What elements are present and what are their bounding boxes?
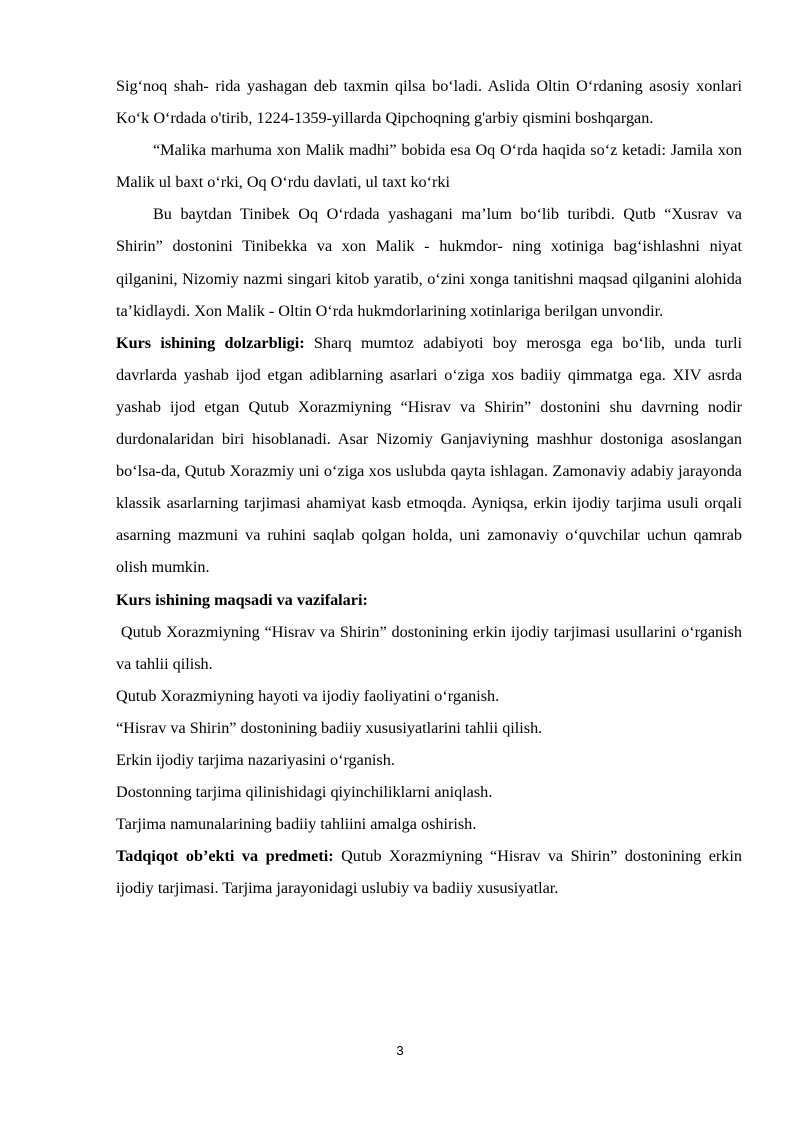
paragraph-intro: Sig‘noq shah- rida yashagan deb taxmin qilsa bo‘ladi. Aslida Oltin O‘rdaning asosiy xonlari Ko‘k O‘rdada o'tirib, 1224-1359-yillarda Qipchoqning g'arbiy qismini boshqargan. xyxy=(116,77,742,128)
goal-item: Qutub Xorazmiyning hayoti va ijodiy faoliyatini o‘rganish. xyxy=(116,686,500,705)
goal-item: Dostonning tarjima qilinishidagi qiyinchiliklarni aniqlash. xyxy=(116,783,493,802)
page-number: 3 xyxy=(396,1043,404,1058)
relevance-section xyxy=(116,327,742,584)
object-section xyxy=(116,840,742,904)
page-content xyxy=(116,70,747,904)
goal-item: Tarjima namunalarining badiiy tahliini amalga oshirish. xyxy=(116,815,477,834)
relevance-text: Sharq mumtoz adabiyoti boy merosga ega bo‘lib, unda turli davrlarda yashab ijod etgan adiblarning asarlari o‘ziga xos badiiy qimmatga ega. XIV asrda yashab ijod etgan Qutub Xorazmiyning “Hisrav va Shirin” dostonini shu davrning nodir durdonalaridan biri hisoblanadi. Asar Nizomiy Ganjaviyning mashhur dostoniga asoslangan bo‘lsa-da, Qutub Xorazmiy uni o‘ziga xos uslubda qayta ishlagan. Zamonaviy adabiy jarayonda klassik asarlarning tarjimasi ahamiyat kasb etmoqda. Ayniqsa, erkin ijodiy tarjima usuli orqali asarning mazmuni va ruhini saqlab qolgan holda, uni zamonaviy o‘quvchilar uchun qamrab olish mumkin. xyxy=(116,333,742,577)
goal-item: Erkin ijodiy tarjima nazariyasini o‘rganish. xyxy=(116,750,395,769)
goals-heading: Kurs ishining maqsadi va vazifalari: xyxy=(116,590,368,609)
goal-item: “Hisrav va Shirin” dostonining badiiy xususiyatlarini tahlii qilish. xyxy=(116,718,543,737)
relevance-heading: Kurs ishining dolzarbligi: xyxy=(116,333,305,352)
goal-item: Qutub Xorazmiyning “Hisrav va Shirin” dostonining erkin ijodiy tarjimasi usullarini o‘rganish va tahlii qilish. xyxy=(116,622,747,673)
paragraph-malika: “Malika marhuma xon Malik madhi” bobida esa Oq O‘rda haqida so‘z ketadi: Jamila xon Malik ul baxt o‘rki, Oq O‘rdu davlati, ul taxt ko‘rki xyxy=(116,141,742,192)
paragraph-baytdan: Bu baytdan Tinibek Oq O‘rdada yashagani ma’lum bo‘lib turibdi. Qutb “Xusrav va Shirin” dostonini Tinibekka va xon Malik - hukmdor- ning xotiniga bag‘ishlashni niyat qilganini, Nizomiy nazmi singari kitob yaratib, o‘zini xonga tanitishni maqsad qilganini alohida ta’kidlaydi. Xon Malik - Oltin O‘rda hukmdorlarining xotinlariga berilgan unvondir. xyxy=(116,205,742,320)
object-heading: Tadqiqot ob’ekti va predmeti: xyxy=(116,847,334,866)
object-text: Qutub Xorazmiyning “Hisrav va Shirin” dostonining erkin ijodiy tarjimasi. Tarjima jarayonidagi uslubiy va badiiy xususiyatlar. xyxy=(116,847,742,898)
